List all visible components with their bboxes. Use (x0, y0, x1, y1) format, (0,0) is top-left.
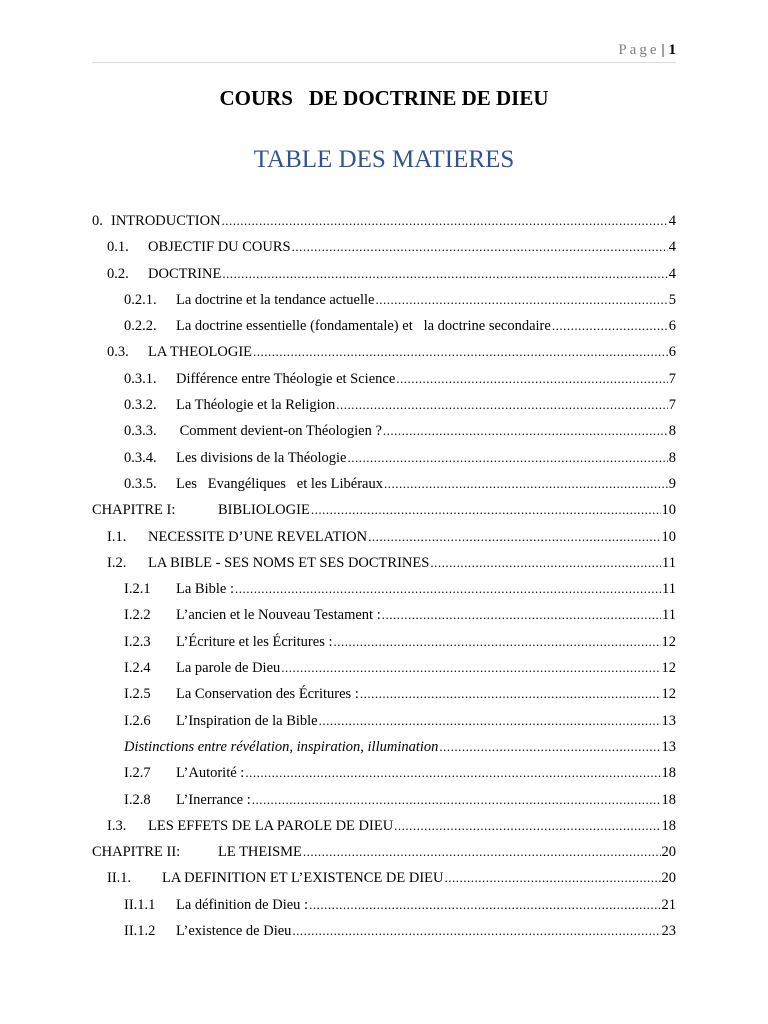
toc-entry-objectif-du-cours[interactable] (92, 234, 676, 260)
toc-entry-number: 0.3.5. (124, 475, 157, 492)
toc-entry-number: 0.3.3. (124, 423, 157, 440)
toc-dot-leader (382, 602, 661, 628)
toc-entry-title: L’Inerrance : (176, 791, 251, 808)
toc-entry-number: I.3. (107, 817, 127, 834)
toc-entry-title: La parole de Dieu (176, 660, 281, 677)
toc-dot-leader (309, 892, 660, 918)
toc-entry-page: 9 (668, 475, 676, 492)
toc-entry-number: 0.3.1. (124, 370, 157, 387)
toc-entry-distinctions[interactable] (92, 734, 676, 760)
toc-entry-title: LA DEFINITION ET L’EXISTENCE DE DIEU (162, 870, 444, 887)
toc-entry-page: 6 (668, 318, 676, 335)
toc-entry-number: I.2.5 (124, 686, 151, 703)
toc-entry-number: I.2.4 (124, 660, 151, 677)
toc-entry-definition-dieu[interactable] (92, 892, 676, 918)
toc-dot-leader (336, 392, 668, 418)
toc-entry-number: I.2.6 (124, 712, 151, 729)
toc-dot-leader (311, 497, 661, 523)
page-label: Page (618, 42, 660, 58)
toc-entry-autorite[interactable] (92, 760, 676, 786)
toc-entry-title: Différence entre Théologie et Science (176, 370, 396, 387)
toc-entry-title: DOCTRINE (148, 265, 222, 282)
toc-entry-title: La Bible : (176, 581, 234, 598)
toc-dot-leader (375, 287, 667, 313)
toc-entry-title: La Conservation des Écritures : (176, 686, 359, 703)
toc-entry-title: LA THEOLOGIE (148, 344, 253, 361)
toc-entry-page: 18 (661, 765, 676, 782)
toc-entry-title: NECESSITE D’UNE REVELATION (148, 528, 368, 545)
toc-dot-leader (333, 629, 660, 655)
toc-entry-page: 13 (661, 738, 676, 755)
toc-entry-theologie-religion[interactable] (92, 392, 676, 418)
toc-dot-leader (235, 576, 661, 602)
toc-entry-number: II.1.1 (124, 896, 156, 913)
toc-entry-number: 0.2.1. (124, 291, 157, 308)
toc-entry-theologie-science[interactable] (92, 366, 676, 392)
toc-entry-number: I.2.3 (124, 633, 151, 650)
toc-entry-title: BIBLIOLOGIE (218, 502, 310, 519)
toc-dot-leader (292, 918, 660, 944)
toc-entry-number: II.1.2 (124, 923, 156, 940)
toc-entry-doctrine[interactable] (92, 261, 676, 287)
toc-entry-title: L’Inspiration de la Bible (176, 712, 318, 729)
toc-entry-la-bible-noms[interactable] (92, 550, 676, 576)
toc-entry-number: I.2.8 (124, 791, 151, 808)
toc-entry-number: II.1. (107, 870, 132, 887)
toc-entry-number: CHAPITRE II: (92, 844, 181, 861)
toc-entry-necessite-revelation[interactable] (92, 524, 676, 550)
page-number: 1 (668, 42, 676, 58)
toc-dot-leader (430, 550, 661, 576)
header-rule (92, 62, 676, 63)
toc-entry-number: 0.2.2. (124, 318, 157, 335)
toc-entry-title: La doctrine et la tendance actuelle (176, 291, 375, 308)
toc-entry-number: 0.2. (107, 265, 129, 282)
toc-dot-leader (552, 313, 668, 339)
toc-heading: TABLE DES MATIERES (253, 146, 515, 173)
toc-entry-page: 13 (661, 712, 676, 729)
toc-dot-leader (319, 708, 661, 734)
toc-entry-doctrine-essentielle[interactable] (92, 313, 676, 339)
toc-entry-ecriture-ecritures[interactable] (92, 629, 676, 655)
toc-entry-inspiration-bible[interactable] (92, 708, 676, 734)
toc-entry-page: 21 (661, 896, 676, 913)
toc-entry-page: 11 (662, 554, 676, 571)
toc-entry-evangeliques-liberaux[interactable] (92, 471, 676, 497)
toc-entry-page: 23 (661, 923, 676, 940)
toc-dot-leader (394, 813, 660, 839)
toc-entry-inerrance[interactable] (92, 787, 676, 813)
toc-entry-page: 8 (668, 449, 676, 466)
toc-dot-leader (347, 445, 667, 471)
toc-entry-number: I.2. (107, 554, 127, 571)
document-title: COURS DE DOCTRINE DE DIEU (219, 86, 549, 110)
toc-entry-page: 6 (668, 344, 676, 361)
toc-entry-chapitre-2[interactable] (92, 839, 676, 865)
toc-entry-number: I.2.1 (124, 581, 151, 598)
toc-entry-title: La doctrine essentielle (fondamentale) et la doctrine secondaire (176, 318, 551, 335)
toc-entry-title: LA BIBLE - SES NOMS ET SES DOCTRINES (148, 554, 430, 571)
toc-dot-leader (384, 471, 668, 497)
toc-dot-leader (222, 261, 667, 287)
page-header (618, 42, 676, 59)
toc-entry-page: 11 (662, 607, 676, 624)
toc-entry-title: Comment devient-on Théologien ? (176, 423, 382, 440)
toc-entry-page: 20 (661, 870, 676, 887)
toc-entry-number: I.2.2 (124, 607, 151, 624)
toc-dot-leader (396, 366, 667, 392)
toc-entry-title: OBJECTIF DU COURS (148, 239, 291, 256)
toc-entry-number: 0. (92, 213, 103, 229)
toc-entry-page: 10 (661, 528, 676, 545)
toc-entry-la-bible[interactable] (92, 576, 676, 602)
toc-entry-title: LE THEISME (218, 844, 302, 861)
toc-dot-leader (360, 681, 661, 707)
toc-entry-ancien-nouveau-testament[interactable] (92, 602, 676, 628)
toc-entry-page: 7 (668, 370, 676, 387)
toc-dot-leader (281, 655, 660, 681)
toc-entry-page: 10 (661, 502, 676, 519)
toc-entry-number: 0.3. (107, 344, 129, 361)
toc-entry-page: 20 (661, 844, 676, 861)
toc-entry-page: 5 (668, 291, 676, 308)
toc-entry-title: INTRODUCTION (111, 213, 221, 229)
table-of-contents (92, 208, 676, 944)
toc-entry-parole-de-dieu[interactable] (92, 655, 676, 681)
toc-entry-existence-dieu[interactable] (92, 918, 676, 944)
toc-entry-conservation-ecritures[interactable] (92, 681, 676, 707)
page-separator: | (661, 42, 665, 58)
toc-entry-divisions-theologie[interactable] (92, 445, 676, 471)
toc-entry-title: La Théologie et la Religion (176, 397, 336, 414)
toc-dot-leader (253, 339, 668, 365)
toc-entry-title: Distinctions entre révélation, inspiration, illumination (124, 738, 439, 755)
toc-entry-number: CHAPITRE I: (92, 502, 176, 519)
toc-entry-page: 4 (668, 213, 676, 229)
toc-entry-page: 18 (661, 791, 676, 808)
toc-dot-leader (439, 734, 660, 760)
toc-entry-title: Les Evangéliques et les Libéraux (176, 475, 383, 492)
toc-dot-leader (222, 208, 668, 234)
toc-dot-leader (252, 787, 661, 813)
toc-entry-page: 11 (662, 581, 676, 598)
toc-dot-leader (368, 524, 660, 550)
toc-entry-page: 4 (668, 265, 676, 282)
toc-entry-number: 0.1. (107, 239, 129, 256)
toc-entry-page: 4 (668, 239, 676, 256)
toc-entry-page: 12 (661, 633, 676, 650)
toc-entry-number: 0.3.4. (124, 449, 157, 466)
toc-entry-number: I.1. (107, 528, 127, 545)
toc-entry-title: La définition de Dieu : (176, 896, 309, 913)
toc-entry-title: L’Autorité : (176, 765, 245, 782)
toc-entry-number: I.2.7 (124, 765, 151, 782)
toc-dot-leader (245, 760, 660, 786)
toc-entry-introduction[interactable] (92, 208, 676, 234)
toc-entry-title: Les divisions de la Théologie (176, 449, 347, 466)
toc-entry-definition-existence[interactable] (92, 865, 676, 891)
toc-entry-chapitre-1[interactable] (92, 497, 676, 523)
toc-dot-leader (303, 839, 661, 865)
toc-entry-number: 0.3.2. (124, 397, 157, 414)
toc-entry-devenir-theologien[interactable] (92, 418, 676, 444)
toc-entry-effets-parole[interactable] (92, 813, 676, 839)
toc-entry-la-theologie[interactable] (92, 339, 676, 365)
toc-entry-title: L’existence de Dieu (176, 923, 292, 940)
toc-entry-page: 7 (668, 397, 676, 414)
toc-entry-title: LES EFFETS DE LA PAROLE DE DIEU (148, 817, 394, 834)
toc-dot-leader (383, 418, 668, 444)
toc-entry-page: 18 (661, 817, 676, 834)
toc-dot-leader (292, 234, 668, 260)
toc-entry-title: L’ancien et le Nouveau Testament : (176, 607, 381, 624)
toc-entry-page: 12 (661, 686, 676, 703)
toc-entry-page: 8 (668, 423, 676, 440)
toc-entry-page: 12 (661, 660, 676, 677)
toc-entry-title: L’Écriture et les Écritures : (176, 633, 333, 650)
toc-dot-leader (445, 865, 661, 891)
toc-entry-doctrine-tendance[interactable] (92, 287, 676, 313)
